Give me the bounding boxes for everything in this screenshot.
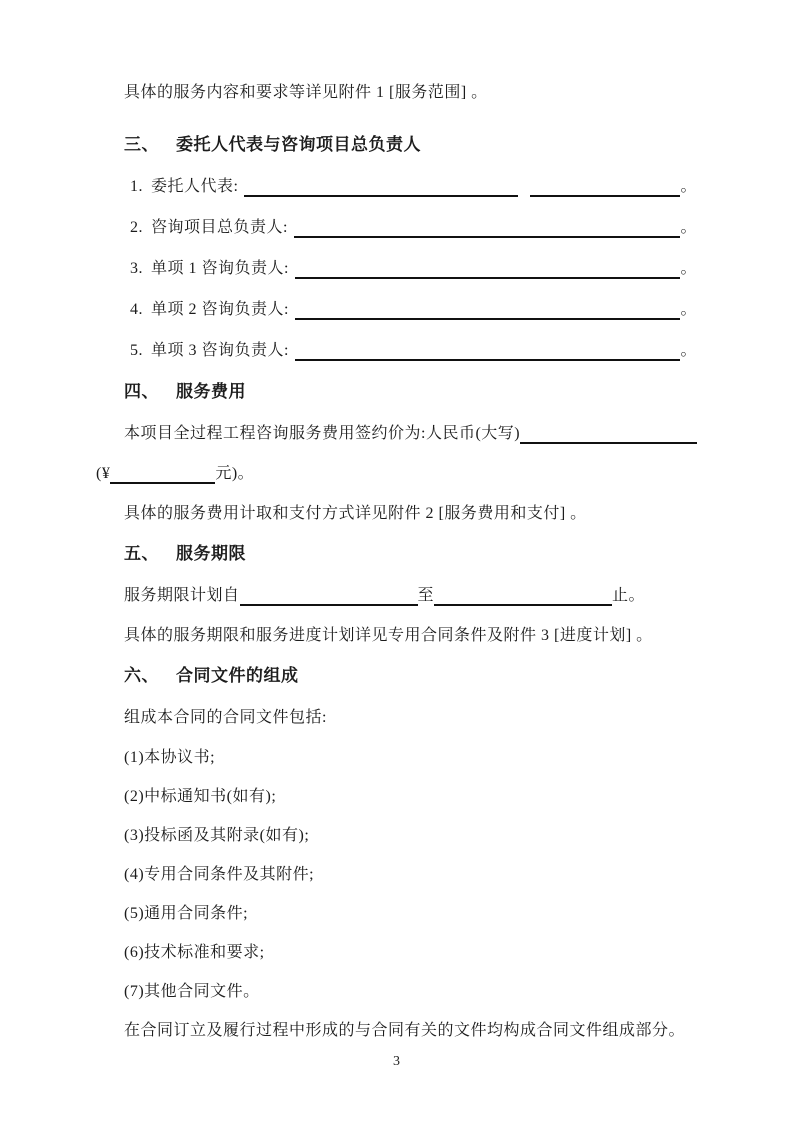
- section-title: 委托人代表与咨询项目总负责人: [176, 135, 421, 154]
- item-number: 1.: [130, 178, 143, 195]
- closing-paragraph: 在合同订立及履行过程中形成的与合同有关的文件均构成合同文件组成部分。: [124, 1022, 686, 1039]
- blank-underline: [240, 587, 418, 606]
- section-number: 四、: [124, 382, 159, 401]
- item-number: 3.: [130, 260, 143, 277]
- section-heading-4: [96, 381, 697, 403]
- intro-paragraph: 具体的服务内容和要求等详见附件 1 [服务范围] 。: [124, 84, 488, 101]
- list-item: (5)通用合同条件;: [124, 905, 249, 922]
- section-title: 合同文件的组成: [176, 666, 299, 685]
- page-number: 3: [393, 1054, 400, 1069]
- section-number: 五、: [124, 544, 159, 563]
- item-period: 。: [680, 219, 697, 236]
- blank-underline: [520, 425, 697, 444]
- item-label: 咨询项目总负责人:: [151, 219, 288, 236]
- item-label: 单项 1 咨询负责人:: [151, 260, 289, 277]
- item-period: 。: [680, 178, 697, 195]
- price-prefix: 本项目全过程工程咨询服务费用签约价为:人民币(大写): [124, 425, 521, 442]
- section-title: 服务费用: [176, 382, 246, 401]
- section-number: 六、: [124, 666, 159, 685]
- price-open: (¥: [96, 465, 111, 482]
- price-close: 元)。: [215, 465, 255, 482]
- blank-underline: [295, 301, 681, 320]
- form-line-unit3-consultant: [96, 340, 697, 361]
- blank-underline: [434, 587, 612, 606]
- blank-underline: [530, 178, 680, 197]
- item-number: 4.: [130, 301, 143, 318]
- item-number: 5.: [130, 342, 143, 359]
- item-number: 2.: [130, 219, 143, 236]
- section-title: 服务期限: [176, 544, 246, 563]
- item-label: 单项 3 咨询负责人:: [151, 342, 289, 359]
- blank-underline: [244, 178, 518, 197]
- list-item: (6)技术标准和要求;: [124, 944, 265, 961]
- section-heading-6: [96, 665, 697, 687]
- documents-intro-paragraph: 组成本合同的合同文件包括:: [124, 709, 327, 726]
- item-label: 委托人代表:: [151, 178, 239, 195]
- period-to-label: 至: [417, 587, 435, 604]
- list-item: (2)中标通知书(如有);: [124, 788, 277, 805]
- list-item: (7)其他合同文件。: [124, 983, 260, 1000]
- list-item: (4)专用合同条件及其附件;: [124, 866, 315, 883]
- blank-underline: [294, 219, 681, 238]
- form-line-chief-consultant: [96, 217, 697, 238]
- period-from-label: 服务期限计划自: [124, 587, 240, 604]
- item-period: 。: [680, 301, 697, 318]
- form-line-client-representative: [96, 176, 697, 197]
- fee-note-paragraph: 具体的服务费用计取和支付方式详见附件 2 [服务费用和支付] 。: [124, 505, 587, 522]
- list-item: (3)投标函及其附录(如有);: [124, 827, 310, 844]
- blank-underline: [295, 260, 681, 279]
- price-line: [96, 423, 697, 444]
- contract-documents-list: [96, 747, 697, 1002]
- price-numeric-line: [96, 463, 254, 484]
- form-line-unit2-consultant: [96, 299, 697, 320]
- item-period: 。: [680, 342, 697, 359]
- period-end-label: 止。: [612, 587, 646, 604]
- section-heading-3: [96, 134, 697, 156]
- blank-underline: [295, 342, 681, 361]
- list-item: (1)本协议书;: [124, 749, 216, 766]
- item-period: 。: [680, 260, 697, 277]
- section-number: 三、: [124, 135, 159, 154]
- item-label: 单项 2 咨询负责人:: [151, 301, 289, 318]
- service-period-line: [96, 585, 645, 606]
- section-heading-5: [96, 543, 697, 565]
- period-note-paragraph: 具体的服务期限和服务进度计划详见专用合同条件及附件 3 [进度计划] 。: [124, 627, 653, 644]
- form-line-unit1-consultant: [96, 258, 697, 279]
- blank-underline: [110, 465, 215, 484]
